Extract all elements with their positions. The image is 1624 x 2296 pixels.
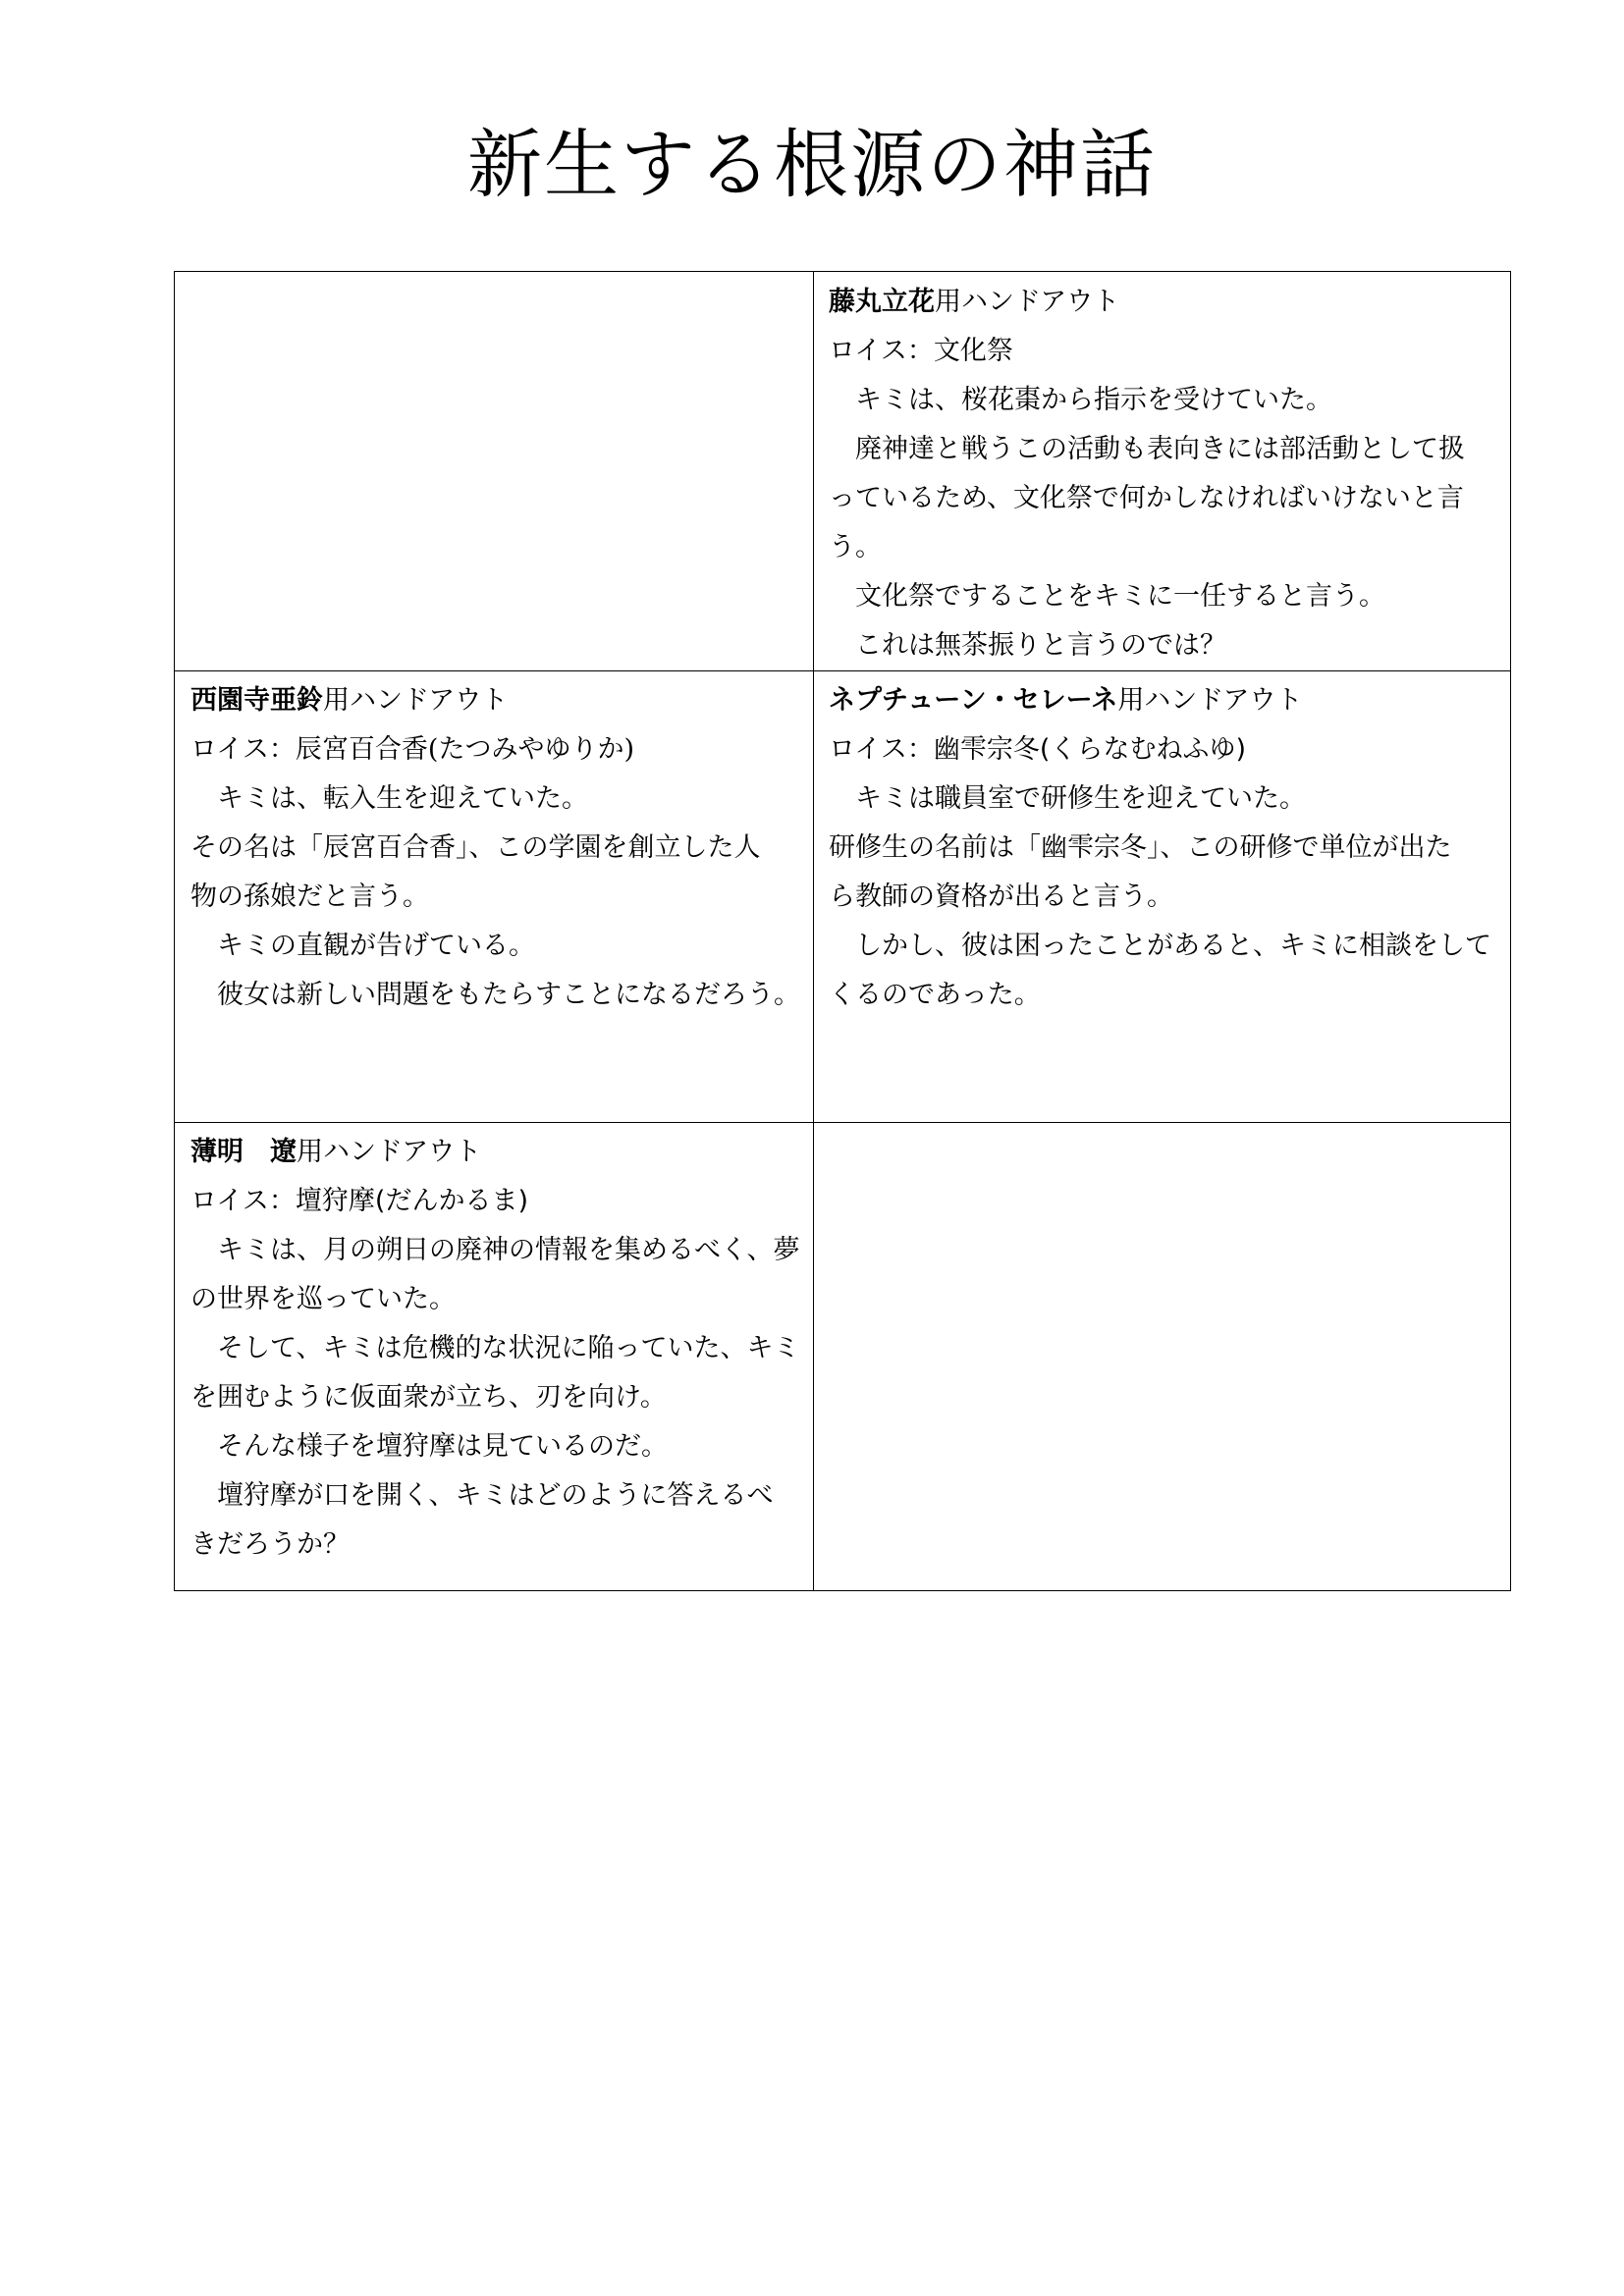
lois [190,1177,801,1226]
lois-value: 壇狩摩(だんかるま) [295,1186,528,1216]
pc-name: 西園寺亜鈴 [190,685,323,716]
pc-name: 薄明 遼 [190,1137,297,1167]
empty-cell-top-left [175,272,813,670]
handout-text-line: っているため、文化祭で何かしなければいけないと言 [829,483,1464,513]
handout-text-line: を囲むように仮面衆が立ち、刃を向け。 [190,1382,667,1413]
handout-text-line: 研修生の名前は「幽雫宗冬」、この研修で単位が出た [829,832,1452,863]
handout-suffix: 用ハンドアウト [297,1137,482,1167]
handout-suffix: 用ハンドアウト [323,685,509,716]
handout-neptune [813,670,1512,1122]
document-title: 新生する根源の神話 [467,121,1157,208]
handout-suffix: 用ハンドアウト [1117,685,1303,716]
pc-name: ネプチューン・セレーネ [829,685,1118,716]
handout-heading [829,676,1500,725]
lois-label: ロイス： [829,734,934,765]
lois-label: ロイス： [190,1186,296,1216]
handout-text-line: 彼女は新しい問題をもたらすことになるだろう。 [190,980,800,1010]
lois: ロイス：文化祭 [829,336,1013,366]
handout-heading [190,1128,801,1177]
handout-text-line: キミは職員室で研修生を迎えていた。 [829,783,1306,814]
handout-text-line: くるのであった。 [829,980,1041,1010]
lois-value: 幽雫宗冬(くらなむねふゆ) [933,734,1246,765]
lois: ロイス：辰宮百合香(たつみやゆりか) [190,734,634,765]
handout-text-line: キミの直観が告げている。 [190,931,535,961]
handout-table [174,271,1511,1591]
handout-text-line: 壇狩摩が口を開く、キミはどのように答えるべ [190,1480,774,1511]
handout-text-line: その名は「辰宮百合香」、この学園を創立した人 [190,832,761,863]
handout-text-line: きだろうか？ [190,1529,350,1560]
handout-text-line: う。 [829,532,882,562]
handout-text-line: キミは、月の朔日の廃神の情報を集めるべく、夢 [190,1235,800,1265]
handout-text-line: そんな様子を壇狩摩は見ているのだ。 [190,1431,668,1462]
handout-suffix: 用ハンドアウト [935,287,1120,317]
handout-hakumei [175,1122,813,1589]
handout-text-line: しかし、彼は困ったことがあると、キミに相談をして [829,931,1491,961]
lois [829,725,1500,774]
handout-text-line: キミは、桜花棗から指示を受けていた。 [829,385,1332,415]
handout-heading [829,278,1500,327]
pc-name: 藤丸立花 [829,287,935,317]
handout-text-line: これは無茶振りと言うのでは？ [829,630,1226,661]
handout-text-line: 文化祭ですることをキミに一任すると言う。 [829,581,1385,612]
handout-text-line: そして、キミは危機的な状況に陥っていた、キミ [190,1333,800,1363]
handout-text-line: 廃神達と戦うこの活動も表向きには部活動として扱 [829,434,1465,464]
handout-fujimaru [813,272,1512,670]
handout-text-line: 物の孫娘だと言う。 [190,881,429,912]
handout-saionji [175,670,813,1122]
handout-heading [190,676,801,725]
handout-text-line: の世界を巡っていた。 [190,1284,456,1314]
handout-text-line: ら教師の資格が出ると言う。 [829,881,1173,912]
handout-text-line: キミは、転入生を迎えていた。 [190,783,588,814]
empty-cell-bottom-right [813,1122,1512,1589]
